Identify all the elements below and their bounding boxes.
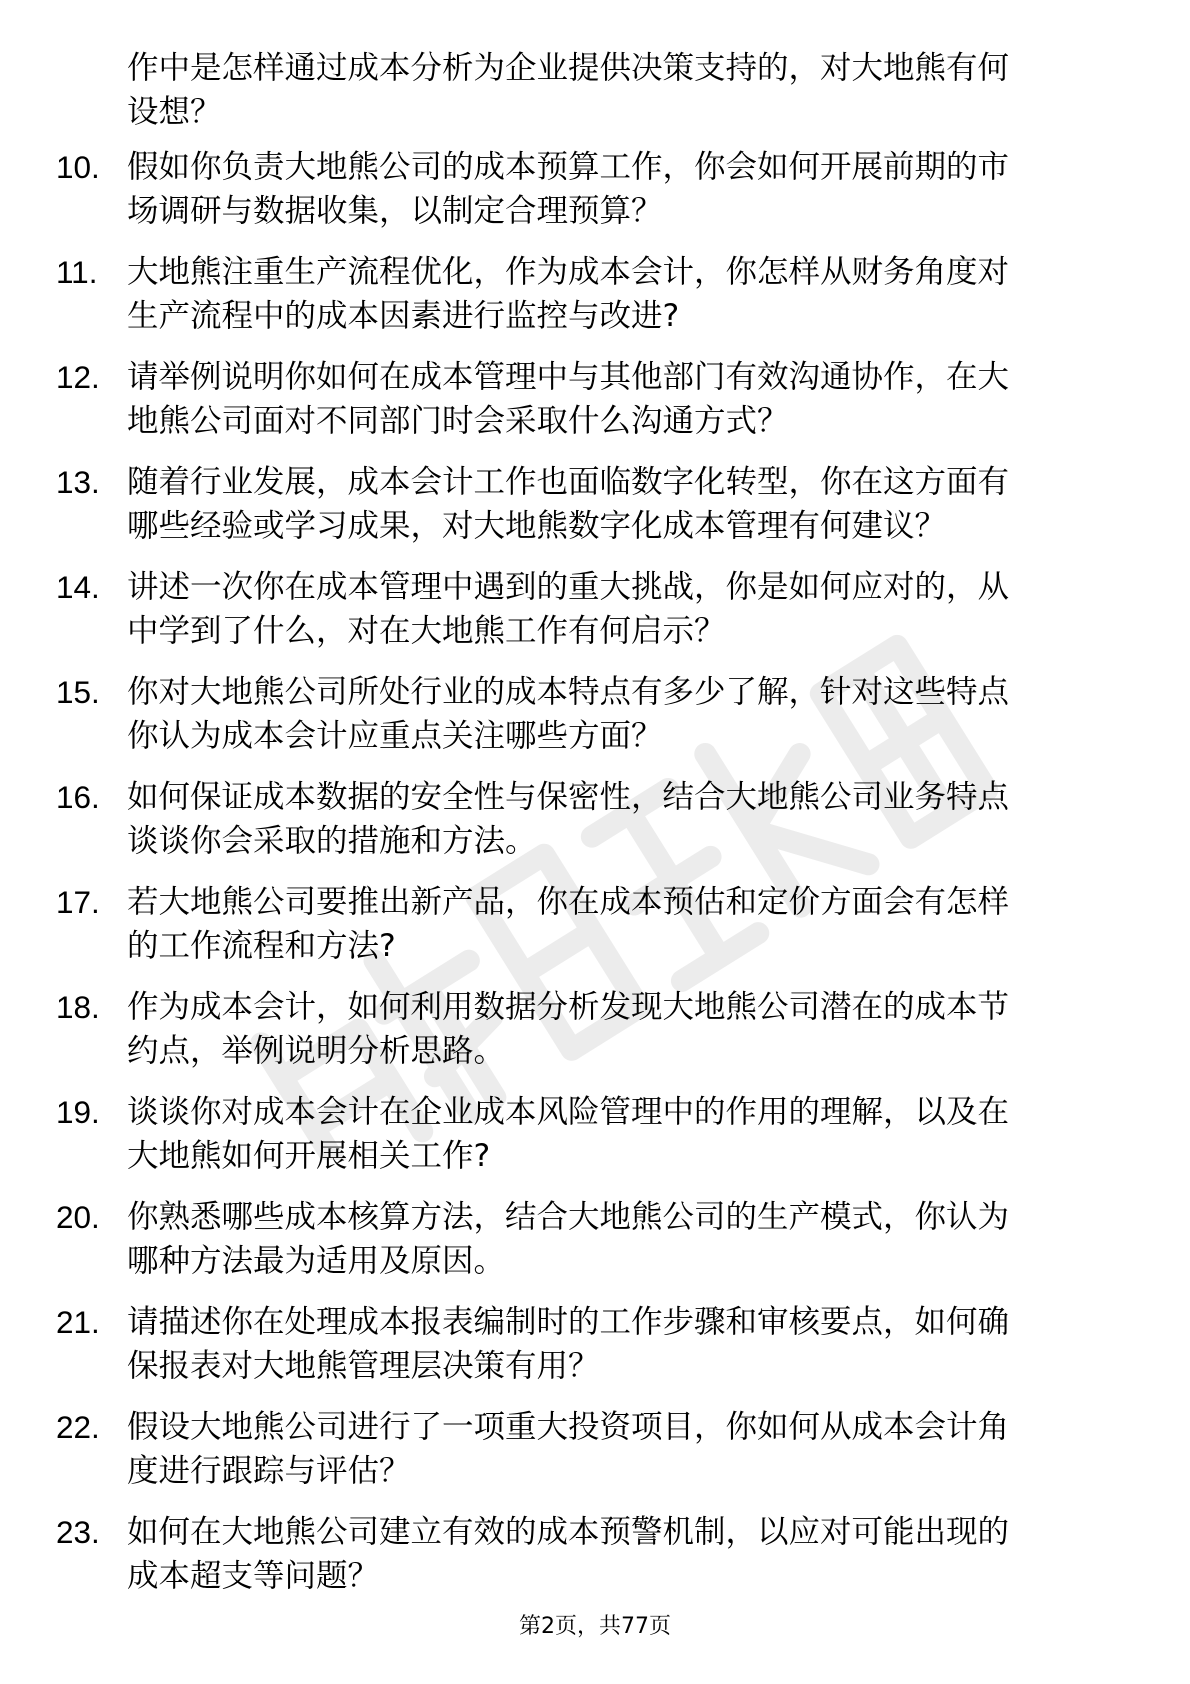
question-text xyxy=(127,1405,1112,1493)
question-text xyxy=(127,1195,1112,1283)
question-item xyxy=(0,880,1190,985)
page-footer xyxy=(0,1612,1190,1642)
question-number: 15. xyxy=(56,674,100,710)
question-number: 12. xyxy=(56,359,100,395)
question-number: 22. xyxy=(56,1409,100,1445)
question-line: 生产流程中的成本因素进行监控与改进? xyxy=(127,298,680,334)
question-item xyxy=(0,1405,1190,1510)
question-line: 谈谈你对成本会计在企业成本风险管理中的作用的理解，以及在 xyxy=(127,1094,1010,1130)
question-line: 谈谈你会采取的措施和方法。 xyxy=(127,823,537,859)
question-item xyxy=(0,670,1190,775)
question-line: 你对大地熊公司所处行业的成本特点有多少了解，针对这些特点 xyxy=(127,674,1010,710)
question-text xyxy=(127,460,1112,548)
question-number: 18. xyxy=(56,989,100,1025)
question-text xyxy=(127,775,1112,863)
question-item xyxy=(0,1300,1190,1405)
question-list xyxy=(0,145,1190,1615)
question-item xyxy=(0,355,1190,460)
question-line: 请举例说明你如何在成本管理中与其他部门有效沟通协作，在大 xyxy=(127,359,1010,395)
question-text xyxy=(127,670,1112,758)
question-line: 成本超支等问题？ xyxy=(127,1558,380,1594)
question-text xyxy=(127,565,1112,653)
question-line: 地熊公司面对不同部门时会采取什么沟通方式？ xyxy=(127,403,789,439)
question-line: 度进行跟踪与评估？ xyxy=(127,1453,411,1489)
question-item xyxy=(0,1090,1190,1195)
question-line: 哪些经验或学习成果，对大地熊数字化成本管理有何建议？ xyxy=(127,508,947,544)
question-line: 假如你负责大地熊公司的成本预算工作，你会如何开展前期的市 xyxy=(127,149,1010,185)
question-line: 保报表对大地熊管理层决策有用？ xyxy=(127,1348,600,1384)
question-line: 随着行业发展，成本会计工作也面临数字化转型，你在这方面有 xyxy=(127,464,1010,500)
question-line: 约点，举例说明分析思路。 xyxy=(127,1033,506,1069)
question-text xyxy=(127,355,1112,443)
question-line: 哪种方法最为适用及原因。 xyxy=(127,1243,506,1279)
question-number: 20. xyxy=(56,1199,100,1235)
question-line: 你熟悉哪些成本核算方法，结合大地熊公司的生产模式，你认为 xyxy=(127,1199,1010,1235)
question-text xyxy=(127,880,1112,968)
question-number: 23. xyxy=(56,1514,100,1550)
question-item xyxy=(0,145,1190,250)
question-item xyxy=(0,250,1190,355)
question-number: 10. xyxy=(56,149,100,185)
question-item xyxy=(0,565,1190,670)
question-item xyxy=(0,1195,1190,1300)
question-number: 19. xyxy=(56,1094,100,1130)
question-line: 讲述一次你在成本管理中遇到的重大挑战，你是如何应对的，从 xyxy=(127,569,1010,605)
question-line: 若大地熊公司要推出新产品，你在成本预估和定价方面会有怎样 xyxy=(127,884,1010,920)
question-number: 17. xyxy=(56,884,100,920)
question-text xyxy=(127,1300,1112,1388)
question-line: 大地熊如何开展相关工作? xyxy=(127,1138,491,1174)
question-line: 场调研与数据收集，以制定合理预算？ xyxy=(127,193,663,229)
question-text xyxy=(127,985,1112,1073)
question-line: 如何在大地熊公司建立有效的成本预警机制，以应对可能出现的 xyxy=(127,1514,1010,1550)
question-line: 大地熊注重生产流程优化，作为成本会计，你怎样从财务角度对 xyxy=(127,254,1010,290)
continued-line-2: 设想？ xyxy=(127,94,222,130)
question-line: 你认为成本会计应重点关注哪些方面？ xyxy=(127,718,663,754)
question-text xyxy=(127,1090,1112,1178)
question-line: 中学到了什么，对在大地熊工作有何启示？ xyxy=(127,613,726,649)
question-text xyxy=(127,250,1112,338)
question-item xyxy=(0,460,1190,565)
question-item xyxy=(0,775,1190,880)
question-number: 21. xyxy=(56,1304,100,1340)
question-text xyxy=(127,145,1112,233)
page-number-label: 第2页，共77页 xyxy=(519,1614,671,1639)
question-line: 请描述你在处理成本报表编制时的工作步骤和审核要点，如何确 xyxy=(127,1304,1010,1340)
question-line: 如何保证成本数据的安全性与保密性，结合大地熊公司业务特点 xyxy=(127,779,1010,815)
question-item xyxy=(0,985,1190,1090)
question-item xyxy=(0,1510,1190,1615)
question-line: 的工作流程和方法? xyxy=(127,928,396,964)
continued-question-text xyxy=(127,46,1107,134)
question-number: 11. xyxy=(56,254,98,290)
question-line: 假设大地熊公司进行了一项重大投资项目，你如何从成本会计角 xyxy=(127,1409,1010,1445)
question-number: 14. xyxy=(56,569,100,605)
continued-line-1: 作中是怎样通过成本分析为企业提供决策支持的，对大地熊有何 xyxy=(127,50,1010,86)
question-number: 16. xyxy=(56,779,100,815)
question-line: 作为成本会计，如何利用数据分析发现大地熊公司潜在的成本节 xyxy=(127,989,1010,1025)
question-number: 13. xyxy=(56,464,100,500)
question-text xyxy=(127,1510,1112,1598)
